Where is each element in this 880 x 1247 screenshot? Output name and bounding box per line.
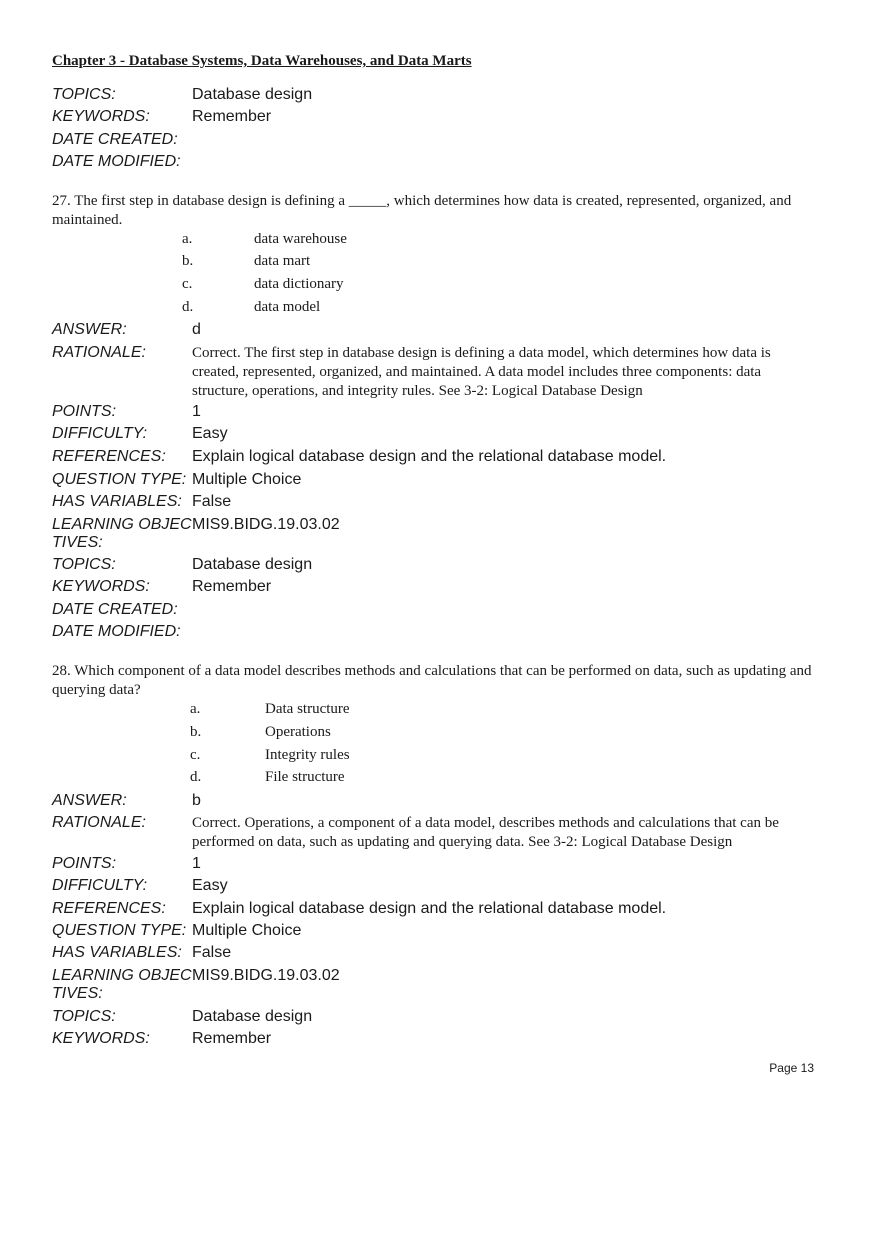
topics-label: TOPICS: <box>52 1008 116 1025</box>
answer-label: ANSWER: <box>52 792 127 809</box>
keywords-label: KEYWORDS: <box>52 578 150 595</box>
option-text: data dictionary <box>254 276 344 292</box>
learning-objectives-label-cont: TIVES: <box>52 534 103 551</box>
references-label: REFERENCES: <box>52 900 166 917</box>
rationale-label: RATIONALE: <box>52 344 146 361</box>
difficulty-value: Easy <box>192 425 228 442</box>
topics-value: Database design <box>192 556 313 573</box>
has-variables-value: False <box>192 944 232 961</box>
option-letter: a. <box>182 231 193 247</box>
page-number: Page 13 <box>769 1061 814 1075</box>
topics-label: TOPICS: <box>52 86 116 103</box>
has-variables-label: HAS VARIABLES: <box>52 944 182 961</box>
option-text: Operations <box>265 724 331 740</box>
answer-value: d <box>192 321 201 338</box>
learning-objectives-label: LEARNING OBJEC <box>52 516 192 533</box>
learning-objectives-label-cont: TIVES: <box>52 985 103 1002</box>
option-letter: b. <box>182 253 194 269</box>
option-text: File structure <box>265 769 345 785</box>
rationale-text: Correct. The first step in database design is defining a data model, which determines how data is created, represented, organized, and maintained. A data model includes three components: data structure, operations, and integrity rules. See 3-2: Logical Database Design <box>192 345 771 399</box>
points-value: 1 <box>192 403 201 420</box>
has-variables-label: HAS VARIABLES: <box>52 493 182 510</box>
option-letter: c. <box>190 747 201 763</box>
option-letter: b. <box>190 724 202 740</box>
learning-objectives-label: LEARNING OBJEC <box>52 967 192 984</box>
difficulty-label: DIFFICULTY: <box>52 877 148 894</box>
option-letter: d. <box>190 769 202 785</box>
difficulty-value: Easy <box>192 877 228 894</box>
date-created-label: DATE CREATED: <box>52 131 178 148</box>
option-text: Integrity rules <box>265 747 350 763</box>
keywords-value: Remember <box>192 578 272 595</box>
learning-objectives-value: MIS9.BIDG.19.03.02 <box>192 967 340 984</box>
option-letter: c. <box>182 276 193 292</box>
chapter-title: Chapter 3 - Database Systems, Data Warehouses, and Data Marts <box>52 53 472 69</box>
keywords-label: KEYWORDS: <box>52 1030 150 1047</box>
references-value: Explain logical database design and the relational database model. <box>192 448 667 465</box>
topics-value: Database design <box>192 1008 313 1025</box>
references-label: REFERENCES: <box>52 448 166 465</box>
references-value: Explain logical database design and the relational database model. <box>192 900 667 917</box>
date-modified-label: DATE MODIFIED: <box>52 623 181 640</box>
option-letter: a. <box>190 701 201 717</box>
answer-value: b <box>192 792 201 809</box>
date-created-label: DATE CREATED: <box>52 601 178 618</box>
answer-label: ANSWER: <box>52 321 127 338</box>
option-text: Data structure <box>265 701 350 717</box>
rationale-text: Correct. Operations, a component of a data model, describes methods and calculations that can be performed on data, such as updating and querying data. See 3-2: Logical Database Design <box>192 815 779 850</box>
points-label: POINTS: <box>52 855 117 872</box>
question-type-label: QUESTION TYPE: <box>52 471 187 488</box>
option-text: data mart <box>254 253 311 269</box>
question-27-text: 27. The first step in database design is defining a _____, which determines how data is created, represented, organized, and maintained. <box>52 193 792 228</box>
option-text: data model <box>254 299 321 315</box>
question-type-value: Multiple Choice <box>192 922 302 939</box>
option-letter: d. <box>182 299 194 315</box>
keywords-label: KEYWORDS: <box>52 108 150 125</box>
points-label: POINTS: <box>52 403 117 420</box>
question-type-label: QUESTION TYPE: <box>52 922 187 939</box>
date-modified-label: DATE MODIFIED: <box>52 153 181 170</box>
rationale-label: RATIONALE: <box>52 814 146 831</box>
topics-label: TOPICS: <box>52 556 116 573</box>
keywords-value: Remember <box>192 108 272 125</box>
difficulty-label: DIFFICULTY: <box>52 425 148 442</box>
topics-value: Database design <box>192 86 313 103</box>
learning-objectives-value: MIS9.BIDG.19.03.02 <box>192 516 340 533</box>
question-28-text: 28. Which component of a data model describes methods and calculations that can be performed on data, such as updating and querying data? <box>52 663 812 698</box>
question-type-value: Multiple Choice <box>192 471 302 488</box>
has-variables-value: False <box>192 493 232 510</box>
keywords-value: Remember <box>192 1030 272 1047</box>
option-text: data warehouse <box>254 231 347 247</box>
points-value: 1 <box>192 855 201 872</box>
